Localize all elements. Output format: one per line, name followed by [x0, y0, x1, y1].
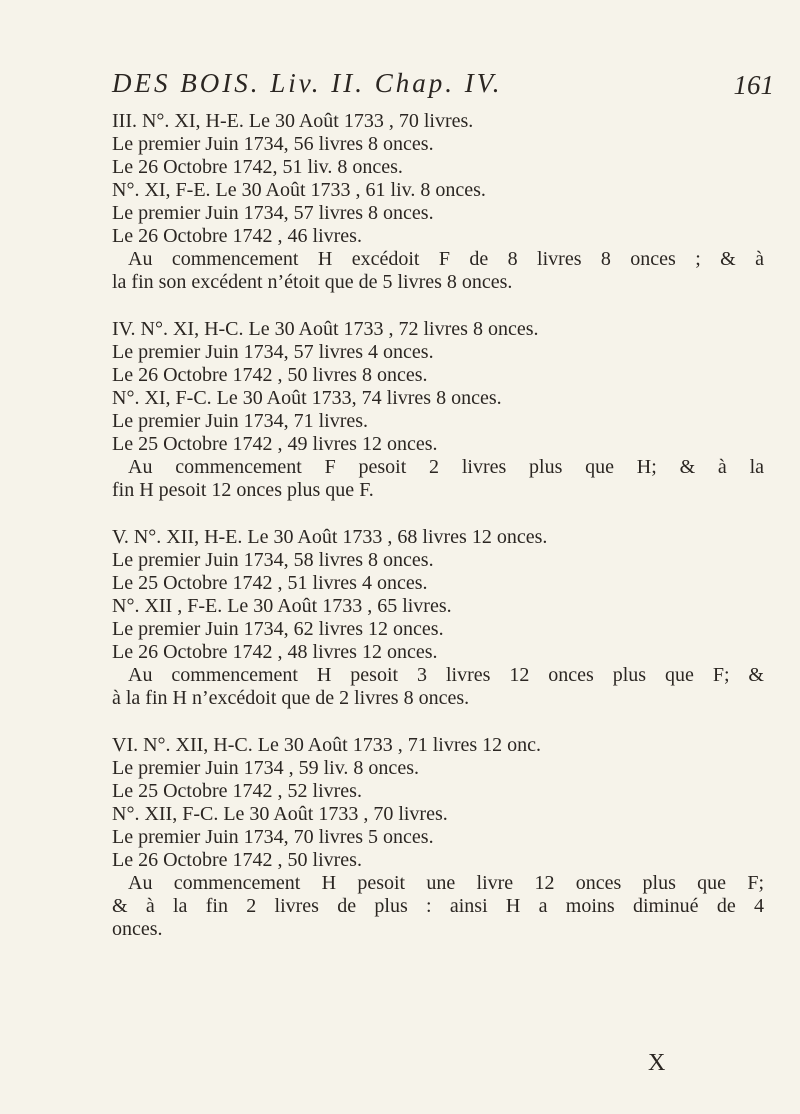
text-line: Le premier Juin 1734, 57 livres 8 onces.: [112, 202, 434, 224]
text-line: Le 26 Octobre 1742 , 50 livres 8 onces.: [112, 364, 428, 386]
text-line: N°. XII , F-E. Le 30 Août 1733 , 65 livres.: [112, 595, 452, 617]
text-line: à la fin H n’excédoit que de 2 livres 8 onces.: [112, 687, 470, 709]
text-line: Le 26 Octobre 1742 , 48 livres 12 onces.: [112, 641, 438, 663]
text-line: Le 26 Octobre 1742 , 50 livres.: [112, 849, 362, 871]
text-line: IV. N°. XI, H-C. Le 30 Août 1733 , 72 livres 8 onces.: [112, 318, 539, 340]
running-head: DES BOIS. Liv. II. Chap. IV.: [112, 68, 503, 98]
text-line: N°. XI, F-E. Le 30 Août 1733 , 61 liv. 8 onces.: [112, 179, 486, 201]
text-line: Au commencement H pesoit 3 livres 12 onces plus que F; &: [128, 664, 764, 686]
text-line: Le premier Juin 1734, 71 livres.: [112, 410, 369, 432]
text-line: Au commencement F pesoit 2 livres plus que H; & à la: [128, 456, 764, 478]
text-line: Le 25 Octobre 1742 , 49 livres 12 onces.: [112, 433, 438, 455]
text-line: Le premier Juin 1734 , 59 liv. 8 onces.: [112, 757, 419, 779]
text-line: Au commencement H excédoit F de 8 livres 8 onces ; & à: [128, 248, 764, 270]
catchword: X: [648, 1050, 666, 1076]
text-line: Le premier Juin 1734, 58 livres 8 onces.: [112, 549, 434, 571]
text-line: Le premier Juin 1734, 57 livres 4 onces.: [112, 341, 434, 363]
text-line: fin H pesoit 12 onces plus que F.: [112, 479, 374, 501]
text-line: la fin son excédent n’étoit que de 5 livres 8 onces.: [112, 271, 513, 293]
page-header: [112, 68, 774, 108]
page-number: 161: [733, 70, 774, 100]
text-line: N°. XI, F-C. Le 30 Août 1733, 74 livres 8 onces.: [112, 387, 502, 409]
text-line: Le 26 Octobre 1742 , 46 livres.: [112, 225, 362, 247]
text-line: Le 26 Octobre 1742, 51 liv. 8 onces.: [112, 156, 403, 178]
text-line: Le 25 Octobre 1742 , 51 livres 4 onces.: [112, 572, 428, 594]
text-line: Le premier Juin 1734, 70 livres 5 onces.: [112, 826, 434, 848]
text-line: V. N°. XII, H-E. Le 30 Août 1733 , 68 livres 12 onces.: [112, 526, 548, 548]
text-line: Au commencement H pesoit une livre 12 onces plus que F;: [128, 872, 764, 894]
text-line: N°. XII, F-C. Le 30 Août 1733 , 70 livres.: [112, 803, 448, 825]
text-line: & à la fin 2 livres de plus : ainsi H a moins diminué de 4: [112, 895, 764, 917]
text-line: onces.: [112, 918, 163, 940]
text-line: VI. N°. XII, H-C. Le 30 Août 1733 , 71 livres 12 onc.: [112, 734, 542, 756]
text-line: Le 25 Octobre 1742 , 52 livres.: [112, 780, 362, 802]
text-line: III. N°. XI, H-E. Le 30 Août 1733 , 70 livres.: [112, 110, 474, 132]
text-line: Le premier Juin 1734, 62 livres 12 onces.: [112, 618, 444, 640]
text-line: Le premier Juin 1734, 56 livres 8 onces.: [112, 133, 434, 155]
